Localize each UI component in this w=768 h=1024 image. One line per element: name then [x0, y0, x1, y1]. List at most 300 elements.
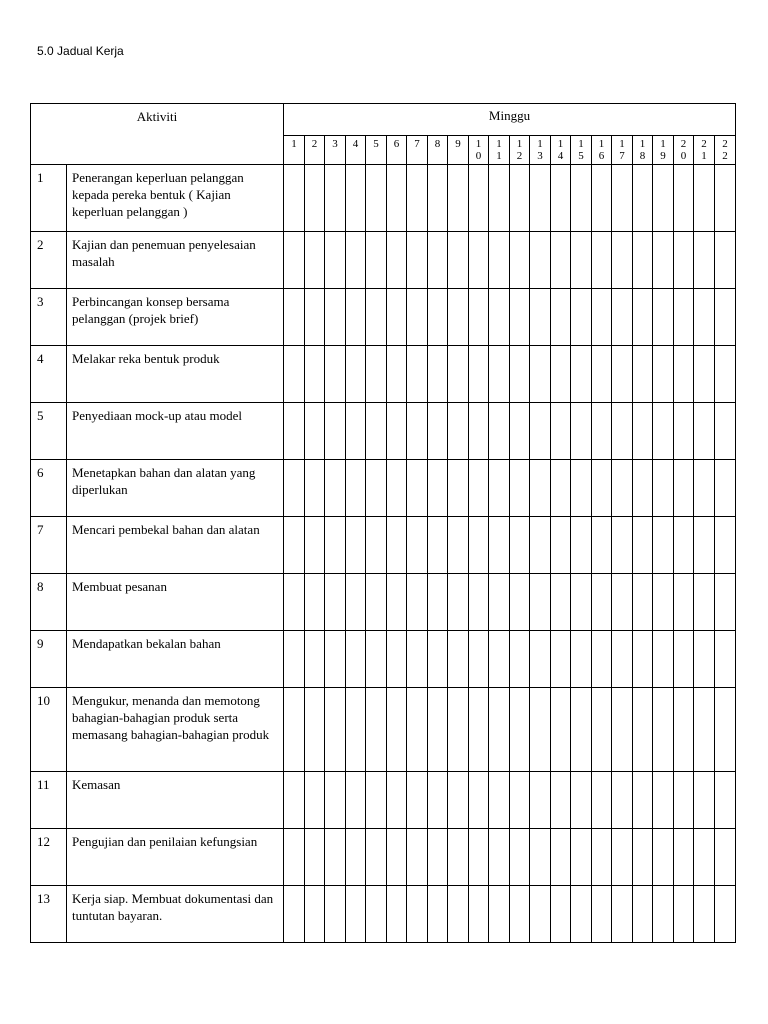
- row-number: 1: [31, 165, 67, 232]
- week-cell-13: [530, 829, 551, 886]
- week-cell-17: [612, 772, 633, 829]
- row-number: 13: [31, 886, 67, 943]
- week-cell-11: [489, 232, 510, 289]
- week-cell-17: [612, 688, 633, 772]
- week-cell-9: [448, 289, 469, 346]
- week-cell-10: [469, 688, 489, 772]
- week-number-6: 6: [387, 136, 407, 165]
- week-number-22: 2 2: [715, 136, 736, 165]
- week-cell-16: [592, 688, 612, 772]
- row-number: 5: [31, 403, 67, 460]
- week-cell-16: [592, 631, 612, 688]
- week-cell-20: [674, 688, 694, 772]
- week-header: Minggu: [284, 104, 736, 136]
- week-cell-8: [428, 165, 448, 232]
- table-row: [31, 289, 736, 346]
- week-cell-18: [633, 403, 653, 460]
- week-cell-19: [653, 829, 674, 886]
- activity-description: Mendapatkan bekalan bahan: [67, 631, 284, 688]
- week-cell-21: [694, 232, 715, 289]
- week-cell-19: [653, 574, 674, 631]
- table-row: [31, 460, 736, 517]
- row-number: 11: [31, 772, 67, 829]
- week-cell-22: [715, 517, 736, 574]
- week-cell-15: [571, 688, 592, 772]
- week-cell-1: [284, 772, 305, 829]
- week-cell-20: [674, 829, 694, 886]
- activity-description: Kerja siap. Membuat dokumentasi dan tuntutan bayaran.: [67, 886, 284, 943]
- week-cell-22: [715, 688, 736, 772]
- activity-description: Melakar reka bentuk produk: [67, 346, 284, 403]
- week-cell-2: [305, 289, 325, 346]
- week-cell-13: [530, 886, 551, 943]
- week-cell-19: [653, 346, 674, 403]
- week-cell-10: [469, 772, 489, 829]
- week-number-17: 1 7: [612, 136, 633, 165]
- week-cell-17: [612, 460, 633, 517]
- week-cell-5: [366, 886, 387, 943]
- week-cell-6: [387, 346, 407, 403]
- week-cell-14: [551, 165, 571, 232]
- week-cell-20: [674, 886, 694, 943]
- week-cell-3: [325, 886, 346, 943]
- week-cell-8: [428, 631, 448, 688]
- week-cell-5: [366, 289, 387, 346]
- week-cell-13: [530, 460, 551, 517]
- row-number: 6: [31, 460, 67, 517]
- activity-description: Menetapkan bahan dan alatan yang diperlukan: [67, 460, 284, 517]
- week-cell-20: [674, 517, 694, 574]
- week-number-10: 1 0: [469, 136, 489, 165]
- week-cell-11: [489, 829, 510, 886]
- activity-description: Membuat pesanan: [67, 574, 284, 631]
- week-cell-3: [325, 631, 346, 688]
- week-cell-13: [530, 631, 551, 688]
- week-cell-5: [366, 165, 387, 232]
- work-schedule-table: [30, 103, 736, 943]
- week-cell-6: [387, 460, 407, 517]
- table-row: [31, 886, 736, 943]
- week-cell-2: [305, 631, 325, 688]
- week-cell-3: [325, 574, 346, 631]
- week-cell-14: [551, 829, 571, 886]
- week-cell-15: [571, 460, 592, 517]
- week-cell-11: [489, 886, 510, 943]
- week-cell-9: [448, 517, 469, 574]
- week-cell-21: [694, 289, 715, 346]
- week-cell-5: [366, 574, 387, 631]
- week-cell-6: [387, 403, 407, 460]
- week-cell-10: [469, 403, 489, 460]
- week-cell-12: [510, 574, 530, 631]
- week-cell-7: [407, 631, 428, 688]
- week-number-15: 1 5: [571, 136, 592, 165]
- week-cell-4: [346, 772, 366, 829]
- week-cell-22: [715, 574, 736, 631]
- week-cell-17: [612, 517, 633, 574]
- week-cell-14: [551, 772, 571, 829]
- row-number: 10: [31, 688, 67, 772]
- week-cell-14: [551, 631, 571, 688]
- week-cell-4: [346, 631, 366, 688]
- week-cell-21: [694, 772, 715, 829]
- activity-description: Perbincangan konsep bersama pelanggan (projek brief): [67, 289, 284, 346]
- week-cell-11: [489, 346, 510, 403]
- week-cell-15: [571, 886, 592, 943]
- week-cell-7: [407, 403, 428, 460]
- week-cell-7: [407, 829, 428, 886]
- week-cell-12: [510, 631, 530, 688]
- week-cell-18: [633, 574, 653, 631]
- week-cell-5: [366, 631, 387, 688]
- week-cell-9: [448, 772, 469, 829]
- week-cell-18: [633, 165, 653, 232]
- week-cell-19: [653, 403, 674, 460]
- week-cell-6: [387, 574, 407, 631]
- week-cell-5: [366, 829, 387, 886]
- week-cell-5: [366, 772, 387, 829]
- week-number-3: 3: [325, 136, 346, 165]
- week-cell-5: [366, 517, 387, 574]
- week-cell-7: [407, 232, 428, 289]
- week-cell-16: [592, 232, 612, 289]
- table-row: [31, 688, 736, 772]
- week-cell-4: [346, 886, 366, 943]
- week-cell-1: [284, 403, 305, 460]
- week-cell-17: [612, 346, 633, 403]
- week-cell-21: [694, 829, 715, 886]
- week-cell-12: [510, 886, 530, 943]
- week-cell-13: [530, 772, 551, 829]
- week-cell-19: [653, 688, 674, 772]
- week-cell-2: [305, 346, 325, 403]
- week-cell-9: [448, 346, 469, 403]
- week-cell-22: [715, 886, 736, 943]
- week-cell-11: [489, 289, 510, 346]
- week-cell-10: [469, 631, 489, 688]
- week-cell-10: [469, 460, 489, 517]
- week-cell-9: [448, 232, 469, 289]
- week-cell-1: [284, 232, 305, 289]
- week-cell-13: [530, 517, 551, 574]
- page-title: 5.0 Jadual Kerja: [37, 44, 124, 58]
- week-cell-9: [448, 829, 469, 886]
- week-cell-7: [407, 460, 428, 517]
- week-cell-1: [284, 631, 305, 688]
- week-cell-12: [510, 346, 530, 403]
- week-cell-10: [469, 829, 489, 886]
- week-cell-4: [346, 346, 366, 403]
- week-cell-21: [694, 574, 715, 631]
- week-cell-15: [571, 403, 592, 460]
- week-cell-12: [510, 165, 530, 232]
- table-row: [31, 517, 736, 574]
- week-cell-16: [592, 886, 612, 943]
- week-cell-13: [530, 289, 551, 346]
- week-cell-15: [571, 574, 592, 631]
- week-cell-7: [407, 574, 428, 631]
- week-cell-1: [284, 574, 305, 631]
- week-cell-22: [715, 631, 736, 688]
- week-cell-3: [325, 232, 346, 289]
- week-cell-6: [387, 165, 407, 232]
- week-cell-6: [387, 289, 407, 346]
- week-cell-8: [428, 772, 448, 829]
- week-cell-6: [387, 886, 407, 943]
- activity-description: Penyediaan mock-up atau model: [67, 403, 284, 460]
- week-cell-20: [674, 460, 694, 517]
- week-cell-21: [694, 688, 715, 772]
- week-number-12: 1 2: [510, 136, 530, 165]
- week-cell-5: [366, 460, 387, 517]
- week-cell-22: [715, 165, 736, 232]
- week-cell-11: [489, 403, 510, 460]
- activity-description: Kemasan: [67, 772, 284, 829]
- week-cell-17: [612, 403, 633, 460]
- week-cell-18: [633, 289, 653, 346]
- table-row: [31, 631, 736, 688]
- week-cell-6: [387, 829, 407, 886]
- week-cell-22: [715, 232, 736, 289]
- week-cell-20: [674, 289, 694, 346]
- week-cell-18: [633, 460, 653, 517]
- week-cell-18: [633, 688, 653, 772]
- table-row: [31, 829, 736, 886]
- week-cell-10: [469, 165, 489, 232]
- week-number-16: 1 6: [592, 136, 612, 165]
- week-cell-19: [653, 517, 674, 574]
- week-cell-20: [674, 772, 694, 829]
- week-cell-3: [325, 772, 346, 829]
- week-cell-8: [428, 517, 448, 574]
- week-number-5: 5: [366, 136, 387, 165]
- week-cell-17: [612, 829, 633, 886]
- week-cell-21: [694, 517, 715, 574]
- week-cell-11: [489, 460, 510, 517]
- week-cell-10: [469, 289, 489, 346]
- week-cell-21: [694, 886, 715, 943]
- week-cell-22: [715, 346, 736, 403]
- week-cell-15: [571, 289, 592, 346]
- week-cell-2: [305, 403, 325, 460]
- week-cell-4: [346, 829, 366, 886]
- week-cell-15: [571, 346, 592, 403]
- week-cell-14: [551, 574, 571, 631]
- week-cell-10: [469, 886, 489, 943]
- week-cell-18: [633, 631, 653, 688]
- week-number-9: 9: [448, 136, 469, 165]
- week-cell-16: [592, 403, 612, 460]
- week-cell-3: [325, 460, 346, 517]
- week-cell-18: [633, 346, 653, 403]
- week-cell-4: [346, 574, 366, 631]
- week-cell-5: [366, 403, 387, 460]
- week-cell-11: [489, 517, 510, 574]
- week-cell-4: [346, 460, 366, 517]
- week-cell-20: [674, 403, 694, 460]
- week-cell-21: [694, 631, 715, 688]
- week-cell-22: [715, 772, 736, 829]
- week-cell-14: [551, 346, 571, 403]
- row-number: 3: [31, 289, 67, 346]
- week-cell-14: [551, 289, 571, 346]
- table-row: [31, 403, 736, 460]
- table-row: [31, 165, 736, 232]
- week-cell-13: [530, 232, 551, 289]
- week-cell-5: [366, 346, 387, 403]
- week-cell-22: [715, 829, 736, 886]
- week-cell-1: [284, 688, 305, 772]
- week-cell-3: [325, 289, 346, 346]
- week-cell-7: [407, 772, 428, 829]
- week-cell-9: [448, 165, 469, 232]
- week-cell-9: [448, 886, 469, 943]
- week-cell-8: [428, 403, 448, 460]
- week-cell-3: [325, 346, 346, 403]
- week-cell-12: [510, 772, 530, 829]
- week-cell-13: [530, 688, 551, 772]
- week-cell-4: [346, 289, 366, 346]
- week-cell-3: [325, 829, 346, 886]
- week-cell-14: [551, 460, 571, 517]
- week-cell-2: [305, 574, 325, 631]
- row-number: 2: [31, 232, 67, 289]
- week-cell-12: [510, 829, 530, 886]
- week-cell-20: [674, 232, 694, 289]
- week-cell-4: [346, 403, 366, 460]
- week-cell-19: [653, 289, 674, 346]
- week-cell-11: [489, 574, 510, 631]
- week-cell-14: [551, 517, 571, 574]
- week-cell-6: [387, 688, 407, 772]
- week-cell-2: [305, 772, 325, 829]
- week-cell-11: [489, 165, 510, 232]
- week-cell-6: [387, 631, 407, 688]
- week-cell-20: [674, 574, 694, 631]
- week-cell-4: [346, 165, 366, 232]
- week-cell-16: [592, 289, 612, 346]
- table-row: [31, 346, 736, 403]
- week-cell-3: [325, 517, 346, 574]
- week-cell-15: [571, 829, 592, 886]
- week-cell-1: [284, 165, 305, 232]
- week-cell-9: [448, 403, 469, 460]
- week-cell-6: [387, 517, 407, 574]
- week-cell-18: [633, 772, 653, 829]
- week-cell-6: [387, 232, 407, 289]
- week-cell-10: [469, 574, 489, 631]
- week-number-19: 1 9: [653, 136, 674, 165]
- week-cell-17: [612, 289, 633, 346]
- week-cell-16: [592, 829, 612, 886]
- week-cell-13: [530, 165, 551, 232]
- week-cell-5: [366, 232, 387, 289]
- activity-description: Penerangan keperluan pelanggan kepada pereka bentuk ( Kajian keperluan pelanggan ): [67, 165, 284, 232]
- week-cell-7: [407, 886, 428, 943]
- row-number: 8: [31, 574, 67, 631]
- week-cell-9: [448, 574, 469, 631]
- week-cell-6: [387, 772, 407, 829]
- week-cell-13: [530, 574, 551, 631]
- week-cell-15: [571, 631, 592, 688]
- week-cell-19: [653, 631, 674, 688]
- week-cell-21: [694, 460, 715, 517]
- week-cell-7: [407, 165, 428, 232]
- week-cell-17: [612, 886, 633, 943]
- week-cell-2: [305, 460, 325, 517]
- week-cell-22: [715, 460, 736, 517]
- week-cell-10: [469, 232, 489, 289]
- week-cell-18: [633, 829, 653, 886]
- week-cell-3: [325, 165, 346, 232]
- week-cell-19: [653, 460, 674, 517]
- week-cell-21: [694, 165, 715, 232]
- week-cell-16: [592, 346, 612, 403]
- week-cell-10: [469, 517, 489, 574]
- week-cell-15: [571, 232, 592, 289]
- week-cell-19: [653, 232, 674, 289]
- week-cell-1: [284, 346, 305, 403]
- week-cell-22: [715, 289, 736, 346]
- week-cell-12: [510, 688, 530, 772]
- week-cell-17: [612, 165, 633, 232]
- week-cell-8: [428, 346, 448, 403]
- week-cell-8: [428, 886, 448, 943]
- week-number-21: 2 1: [694, 136, 715, 165]
- week-cell-18: [633, 517, 653, 574]
- week-cell-2: [305, 165, 325, 232]
- week-number-20: 2 0: [674, 136, 694, 165]
- week-cell-14: [551, 403, 571, 460]
- week-cell-14: [551, 886, 571, 943]
- row-number: 12: [31, 829, 67, 886]
- week-cell-1: [284, 517, 305, 574]
- week-cell-8: [428, 688, 448, 772]
- week-cell-4: [346, 517, 366, 574]
- week-cell-4: [346, 688, 366, 772]
- week-cell-12: [510, 403, 530, 460]
- week-cell-22: [715, 403, 736, 460]
- week-cell-18: [633, 886, 653, 943]
- week-cell-7: [407, 289, 428, 346]
- week-cell-3: [325, 688, 346, 772]
- week-cell-15: [571, 165, 592, 232]
- week-cell-19: [653, 886, 674, 943]
- week-cell-11: [489, 688, 510, 772]
- week-cell-16: [592, 460, 612, 517]
- week-cell-12: [510, 517, 530, 574]
- week-number-2: 2: [305, 136, 325, 165]
- week-cell-1: [284, 829, 305, 886]
- week-cell-9: [448, 631, 469, 688]
- week-number-11: 1 1: [489, 136, 510, 165]
- week-cell-17: [612, 631, 633, 688]
- week-cell-21: [694, 403, 715, 460]
- week-cell-9: [448, 688, 469, 772]
- activity-description: Kajian dan penemuan penyelesaian masalah: [67, 232, 284, 289]
- week-cell-19: [653, 165, 674, 232]
- week-cell-8: [428, 289, 448, 346]
- week-cell-17: [612, 232, 633, 289]
- week-cell-12: [510, 232, 530, 289]
- week-cell-19: [653, 772, 674, 829]
- week-cell-1: [284, 886, 305, 943]
- week-cell-14: [551, 232, 571, 289]
- week-cell-5: [366, 688, 387, 772]
- week-cell-16: [592, 517, 612, 574]
- week-cell-11: [489, 772, 510, 829]
- week-number-8: 8: [428, 136, 448, 165]
